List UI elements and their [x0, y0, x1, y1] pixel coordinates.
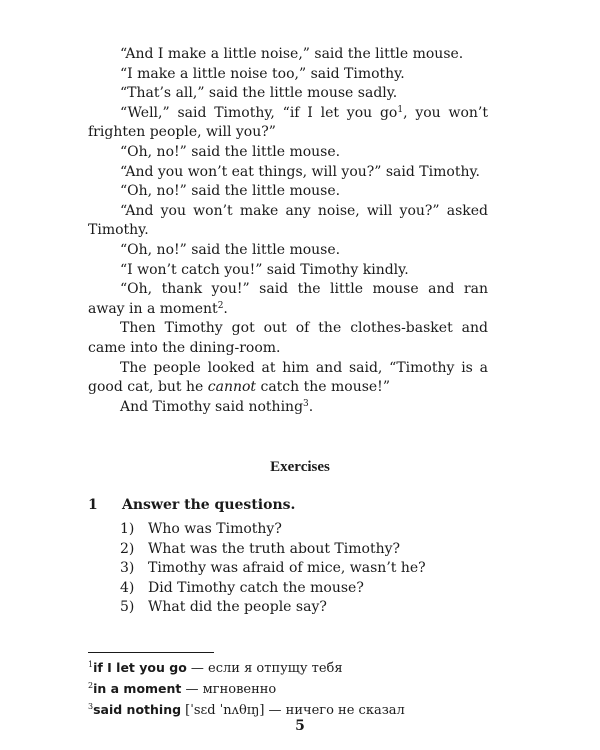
story-text-run: catch the mouse!”	[256, 379, 390, 396]
footnote-item	[88, 679, 508, 700]
footnote-translation: — ничего не сказал	[264, 703, 405, 718]
question-text: Timothy was afraid of mice, wasn’t he?	[148, 560, 426, 577]
list-item	[120, 520, 480, 540]
footnote-translation: — если я отпущу тебя	[186, 661, 343, 676]
task-header	[88, 497, 295, 513]
footnote-divider	[88, 652, 214, 653]
question-text: Who was Timothy?	[148, 521, 282, 537]
story-paragraph: “Oh, no!” said the little mouse.	[120, 183, 341, 200]
footnote-term: said nothing	[93, 702, 182, 717]
question-number: 2)	[120, 540, 135, 557]
story-text-run: “Oh, thank you!” said the little mouse and ran away in a moment	[88, 281, 488, 317]
question-number: 3)	[120, 560, 135, 577]
story-text-run: .	[308, 398, 314, 415]
footnote-mark: 1	[88, 660, 94, 669]
question-number: 4)	[120, 579, 135, 596]
footnote-transcription: [ˈsɛd ˈnʌθɪŋ]	[181, 703, 265, 718]
story-paragraph	[88, 280, 488, 319]
story-paragraph	[88, 104, 488, 143]
question-text: What did the people say?	[148, 599, 327, 616]
story-text	[88, 45, 488, 417]
story-text-run: And Timothy said nothing	[120, 398, 304, 415]
task-title: Answer the questions.	[122, 497, 296, 513]
footnote-translation: — мгновенно	[181, 682, 277, 697]
story-paragraph: “That’s all,” said the little mouse sadly.	[120, 85, 398, 102]
exercises-heading: Exercises	[270, 459, 330, 475]
story-paragraph: “I make a little noise too,” said Timothy.	[120, 65, 405, 82]
story-paragraph: Then Timothy got out of the clothes-basket and came into the dining-room.	[88, 320, 488, 356]
footnote-ref: 1	[397, 104, 404, 115]
story-paragraph: “And I make a little noise,” said the little mouse.	[120, 46, 464, 62]
list-item	[120, 598, 480, 618]
story-text-run: .	[223, 300, 228, 317]
story-paragraph: “Oh, no!” said the little mouse.	[120, 143, 341, 160]
question-number: 1)	[120, 521, 135, 537]
list-item	[120, 579, 480, 599]
story-paragraph	[88, 359, 488, 398]
story-paragraph: “And you won’t eat things, will you?” said Timothy.	[120, 163, 480, 180]
footnote-ref: 3	[303, 398, 309, 409]
question-number: 5)	[120, 599, 135, 616]
story-paragraph: “I won’t catch you!” said Timothy kindly.	[120, 261, 409, 278]
footnote-mark: 3	[88, 702, 94, 711]
footnote-term: if I let you go	[93, 660, 187, 675]
story-paragraph: “And you won’t make any noise, will you?” asked Timothy.	[88, 202, 488, 239]
footnote-ref: 2	[217, 300, 224, 311]
emphasis-text: cannot	[207, 379, 257, 396]
story-paragraph: “Oh, no!” said the little mouse.	[120, 241, 341, 258]
footnote-item	[88, 658, 508, 679]
task-number: 1	[88, 497, 98, 513]
question-list	[120, 520, 480, 618]
list-item	[120, 540, 480, 560]
story-paragraph	[88, 398, 488, 418]
question-text: Did Timothy catch the mouse?	[148, 579, 364, 596]
story-text-run: “Well,” said Timothy, “if I let you go	[120, 104, 398, 121]
question-text: What was the truth about Timothy?	[148, 540, 401, 557]
footnote-term: in a moment	[93, 681, 182, 696]
page-number: 5	[295, 718, 305, 734]
story-text-run: , you won’t frighten people, will you?”	[88, 104, 488, 141]
footnotes	[88, 658, 508, 721]
footnote-mark: 2	[88, 681, 94, 690]
story-text-run: The people looked at him and said, “Timothy is a good cat, but he	[88, 359, 488, 396]
list-item	[120, 559, 480, 579]
